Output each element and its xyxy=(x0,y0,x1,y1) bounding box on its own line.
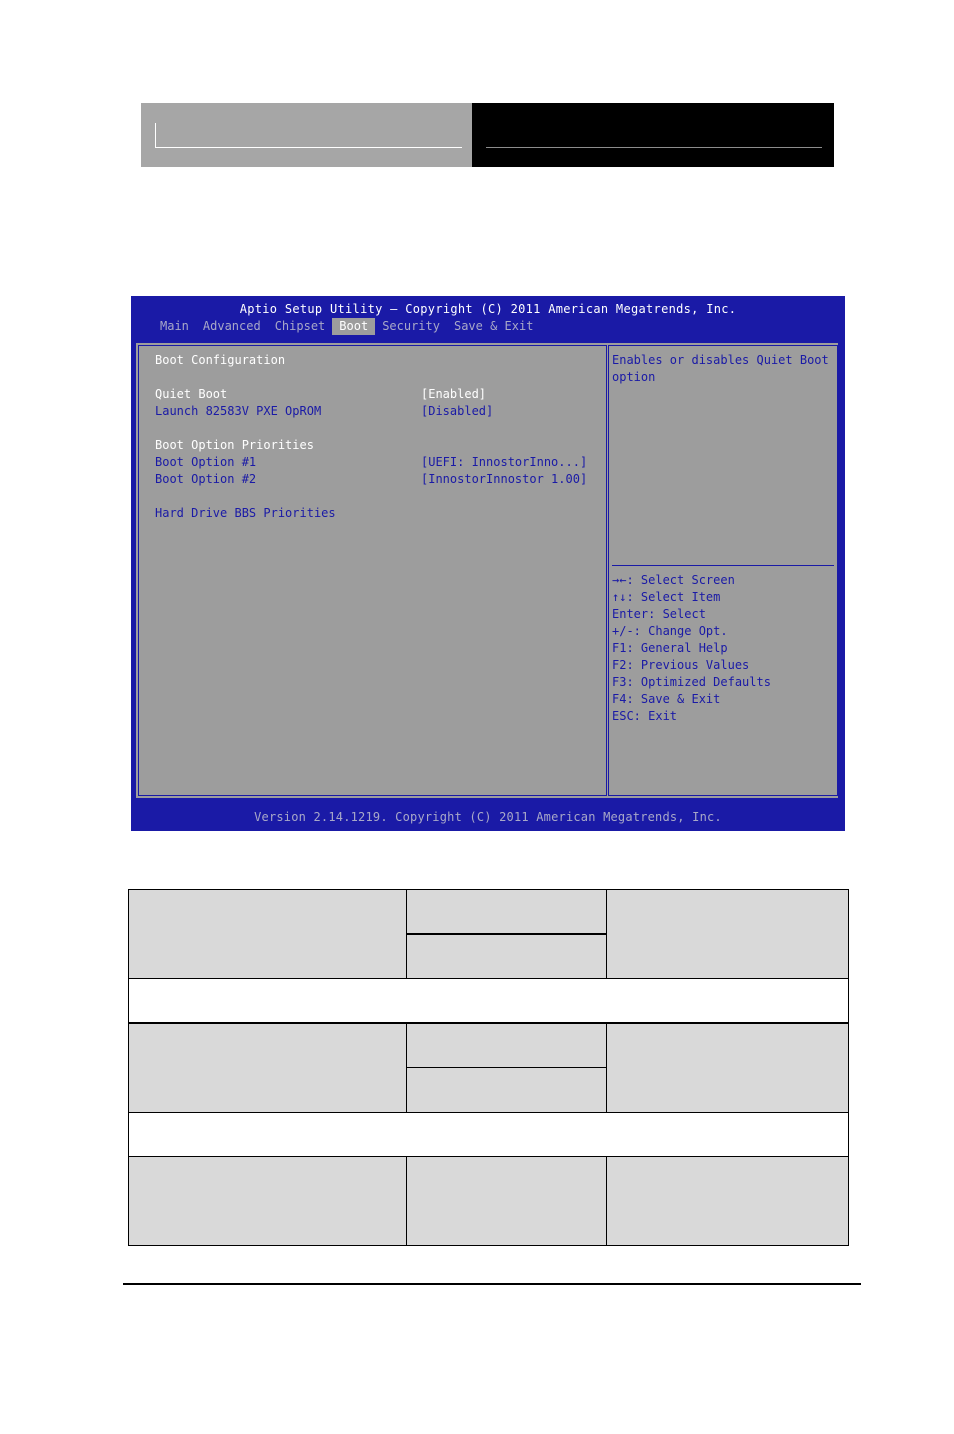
bios-setup-screen xyxy=(131,296,845,831)
table-cell-description-3 xyxy=(607,1157,848,1245)
table-cell-choice-2a xyxy=(407,1023,606,1067)
key-hint-select-item: ↑↓: Select Item xyxy=(612,590,721,604)
key-hint-enter: Enter: Select xyxy=(612,607,706,621)
key-hint-f3: F3: Optimized Defaults xyxy=(612,675,771,689)
help-text-line-1: Enables or disables Quiet Boot xyxy=(612,353,829,367)
table-rule-choice-2 xyxy=(406,1067,607,1068)
tab-save-exit[interactable]: Save & Exit xyxy=(453,319,534,333)
table-col-rule-2a xyxy=(406,1023,407,1113)
table-col-rule-1b xyxy=(606,889,607,979)
option-boot-1-value[interactable]: [UEFI: InnostorInno...] xyxy=(421,455,588,469)
table-col-rule-3b xyxy=(606,1156,607,1246)
table-cell-option-name-1 xyxy=(128,889,406,978)
option-pxe-oprom-value[interactable]: [Disabled] xyxy=(421,404,494,418)
key-hint-f4: F4: Save & Exit xyxy=(612,692,721,706)
table-rule-choice-1 xyxy=(406,933,607,935)
table-border-bottom xyxy=(128,1245,849,1246)
page-footer-rule xyxy=(123,1283,861,1285)
submenu-hard-drive-bbs-priorities[interactable]: Hard Drive BBS Priorities xyxy=(155,506,336,520)
tab-main[interactable]: Main xyxy=(160,319,189,333)
table-col-rule-1a xyxy=(406,889,407,979)
option-boot-1-label[interactable]: Boot Option #1 xyxy=(155,455,257,469)
header-vertical-rule xyxy=(155,123,156,148)
table-cell-choice-1a xyxy=(407,889,606,933)
table-cell-choice-3 xyxy=(407,1157,606,1245)
header-rule-left xyxy=(155,147,462,148)
header-rule-right xyxy=(486,147,822,148)
bios-help-panel xyxy=(608,345,838,796)
bios-title: Aptio Setup Utility – Copyright (C) 2011 American Megatrends, Inc. xyxy=(239,302,737,316)
table-border-right xyxy=(848,889,849,1246)
help-divider xyxy=(612,565,834,566)
bios-footer-version: Version 2.14.1219. Copyright (C) 2011 American Megatrends, Inc. xyxy=(254,810,722,824)
page-header-left xyxy=(141,103,472,167)
key-hint-esc: ESC: Exit xyxy=(612,709,678,723)
table-border-left xyxy=(128,889,129,1246)
option-pxe-oprom-label[interactable]: Launch 82583V PXE OpROM xyxy=(155,404,322,418)
table-cell-choice-2b xyxy=(407,1068,606,1112)
option-quiet-boot-label[interactable]: Quiet Boot xyxy=(155,387,228,401)
tab-boot[interactable]: Boot xyxy=(332,318,375,335)
help-text-line-2: option xyxy=(612,370,656,384)
key-hint-f2: F2: Previous Values xyxy=(612,658,750,672)
table-cell-option-name-3 xyxy=(128,1157,406,1245)
tab-chipset[interactable]: Chipset xyxy=(274,319,326,333)
table-col-rule-2b xyxy=(606,1023,607,1113)
section-boot-option-priorities: Boot Option Priorities xyxy=(155,438,314,452)
table-rule-1 xyxy=(128,978,849,979)
bios-body xyxy=(134,341,840,800)
table-rule-4 xyxy=(128,1156,849,1157)
key-hint-select-screen: →←: Select Screen xyxy=(612,573,735,587)
tab-security[interactable]: Security xyxy=(382,319,440,333)
table-rule-2 xyxy=(128,1022,849,1024)
key-hint-change-opt: +/-: Change Opt. xyxy=(612,624,728,638)
bios-tab-bar xyxy=(153,318,540,335)
table-col-rule-3a xyxy=(406,1156,407,1246)
table-cell-note-2 xyxy=(128,1113,848,1156)
table-rule-3 xyxy=(128,1112,849,1113)
table-cell-option-name-2 xyxy=(128,1023,406,1112)
tab-advanced[interactable]: Advanced xyxy=(202,319,261,333)
table-cell-description-1 xyxy=(607,889,848,978)
key-hint-f1: F1: General Help xyxy=(612,641,728,655)
table-border-top xyxy=(128,889,849,890)
table-cell-note-1 xyxy=(128,979,848,1022)
section-boot-configuration: Boot Configuration xyxy=(155,353,286,367)
page-header-right xyxy=(472,103,834,167)
option-quiet-boot-value[interactable]: [Enabled] xyxy=(421,387,487,401)
table-cell-description-2 xyxy=(607,1023,848,1112)
bios-options-panel xyxy=(138,345,607,796)
option-boot-2-label[interactable]: Boot Option #2 xyxy=(155,472,257,486)
table-cell-choice-1b xyxy=(407,934,606,978)
option-boot-2-value[interactable]: [InnostorInnostor 1.00] xyxy=(421,472,588,486)
